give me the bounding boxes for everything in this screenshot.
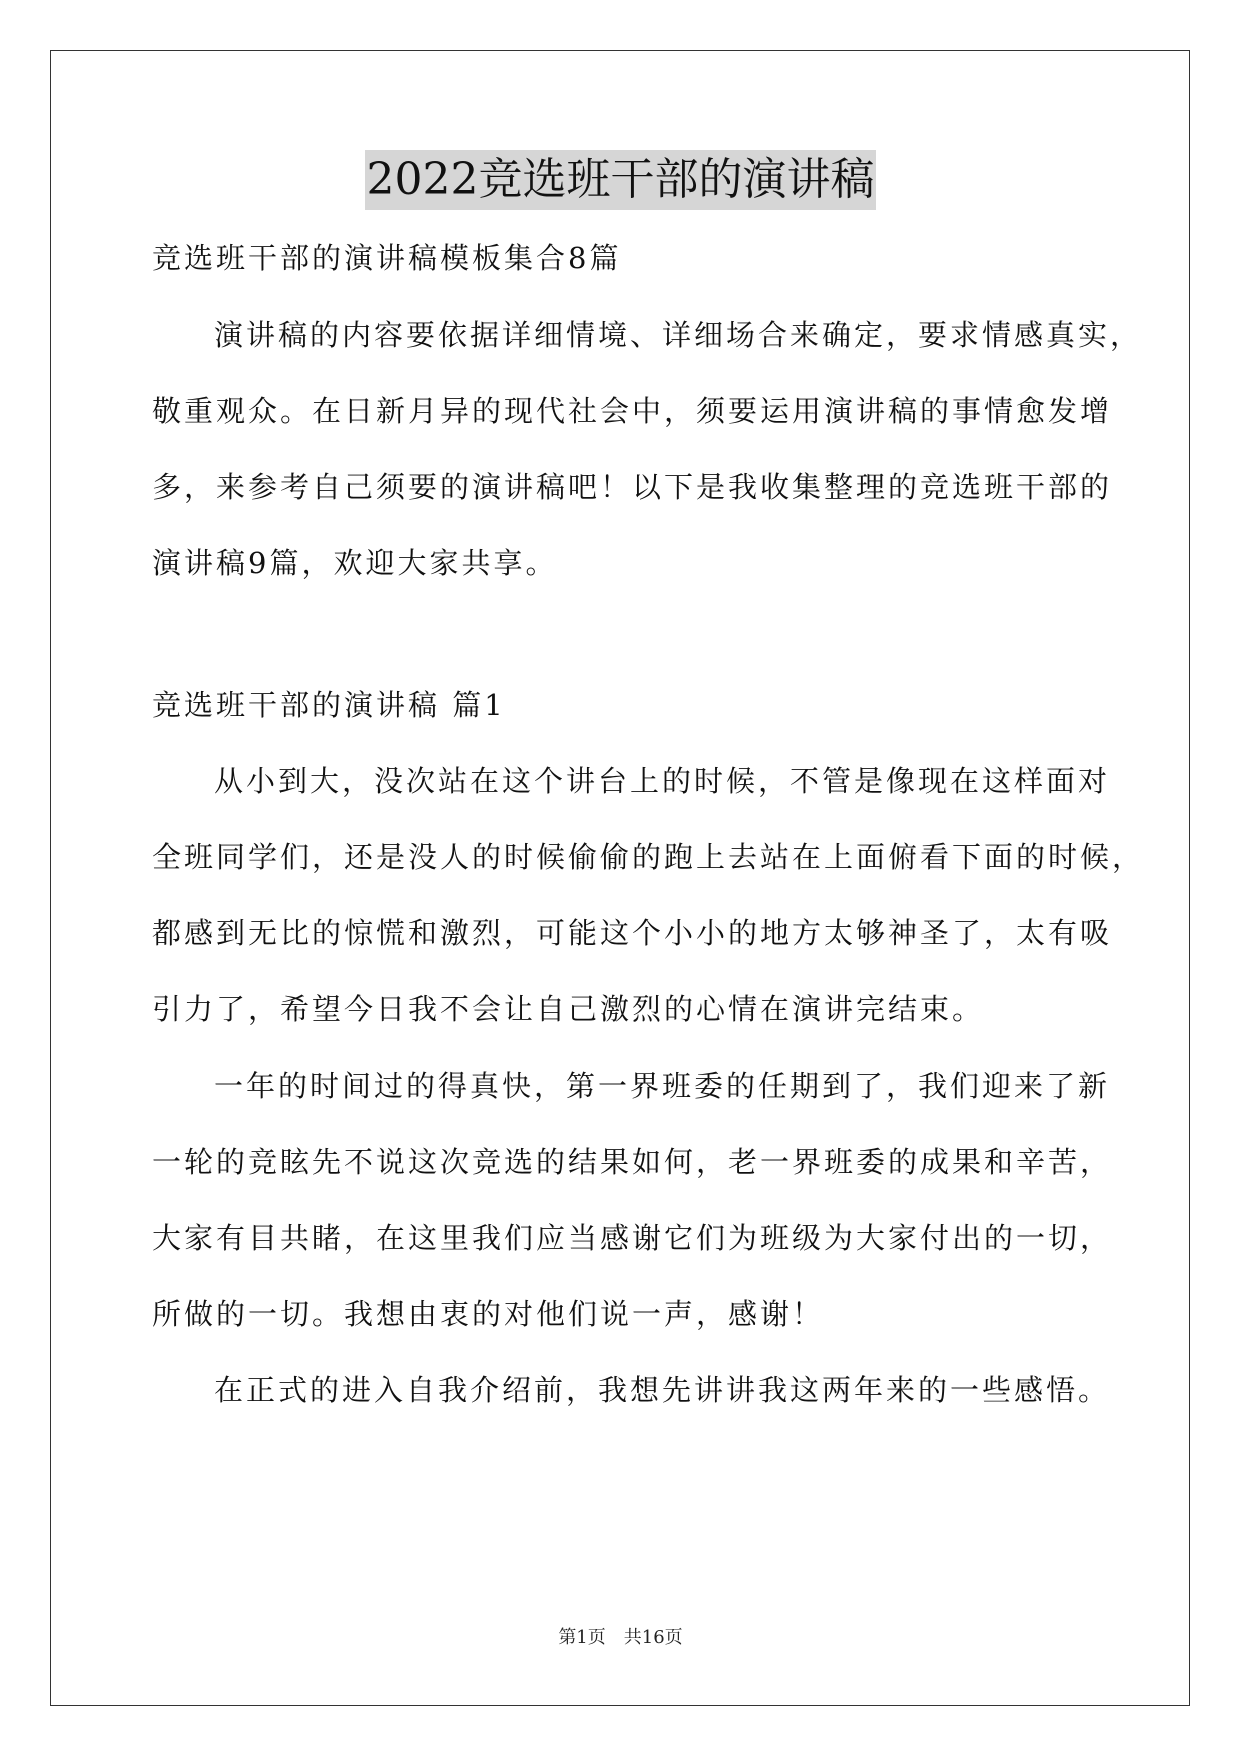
para1-line-1: 从小到大，没次站在这个讲台上的时候，不管是像现在这样面对 bbox=[214, 764, 1111, 798]
para1-line-3: 都感到无比的惊慌和激烈，可能这个小小的地方太够神圣了，太有吸 bbox=[152, 916, 1113, 950]
page-footer bbox=[0, 1626, 1241, 1650]
para2-line-1: 一年的时间过的得真快，第一界班委的任期到了，我们迎来了新 bbox=[214, 1069, 1111, 1103]
para2-line-4: 所做的一切。我想由衷的对他们说一声，感谢！ bbox=[152, 1297, 825, 1331]
para1-line-2: 全班同学们，还是没人的时候偷偷的跑上去站在上面俯看下面的时候， bbox=[152, 840, 1145, 874]
para2-line-2: 一轮的竞眩先不说这次竞选的结果如何，老一界班委的成果和辛苦， bbox=[152, 1145, 1113, 1179]
document-subtitle: 竞选班干部的演讲稿模板集合8篇 bbox=[152, 241, 622, 275]
intro-line-1: 演讲稿的内容要依据详细情境、详细场合来确定，要求情感真实， bbox=[214, 318, 1143, 352]
intro-line-3: 多，来参考自己须要的演讲稿吧！以下是我收集整理的竞选班干部的 bbox=[152, 470, 1113, 504]
document-title: 2022竞选班干部的演讲稿 bbox=[365, 150, 877, 210]
section-heading: 竞选班干部的演讲稿 篇1 bbox=[152, 688, 506, 722]
intro-line-4: 演讲稿9篇，欢迎大家共享。 bbox=[152, 546, 558, 580]
para1-line-4: 引力了，希望今日我不会让自己激烈的心情在演讲完结束。 bbox=[152, 992, 985, 1026]
page-border bbox=[50, 50, 1190, 1706]
title-container bbox=[0, 150, 1241, 210]
page-number-current: 第1页 bbox=[558, 1627, 606, 1648]
intro-line-2: 敬重观众。在日新月异的现代社会中，须要运用演讲稿的事情愈发增 bbox=[152, 394, 1113, 428]
para2-line-3: 大家有目共睹，在这里我们应当感谢它们为班级为大家付出的一切， bbox=[152, 1221, 1113, 1255]
para3-line-1: 在正式的进入自我介绍前，我想先讲讲我这两年来的一些感悟。 bbox=[214, 1373, 1111, 1407]
page-number-total: 共16页 bbox=[623, 1627, 683, 1648]
